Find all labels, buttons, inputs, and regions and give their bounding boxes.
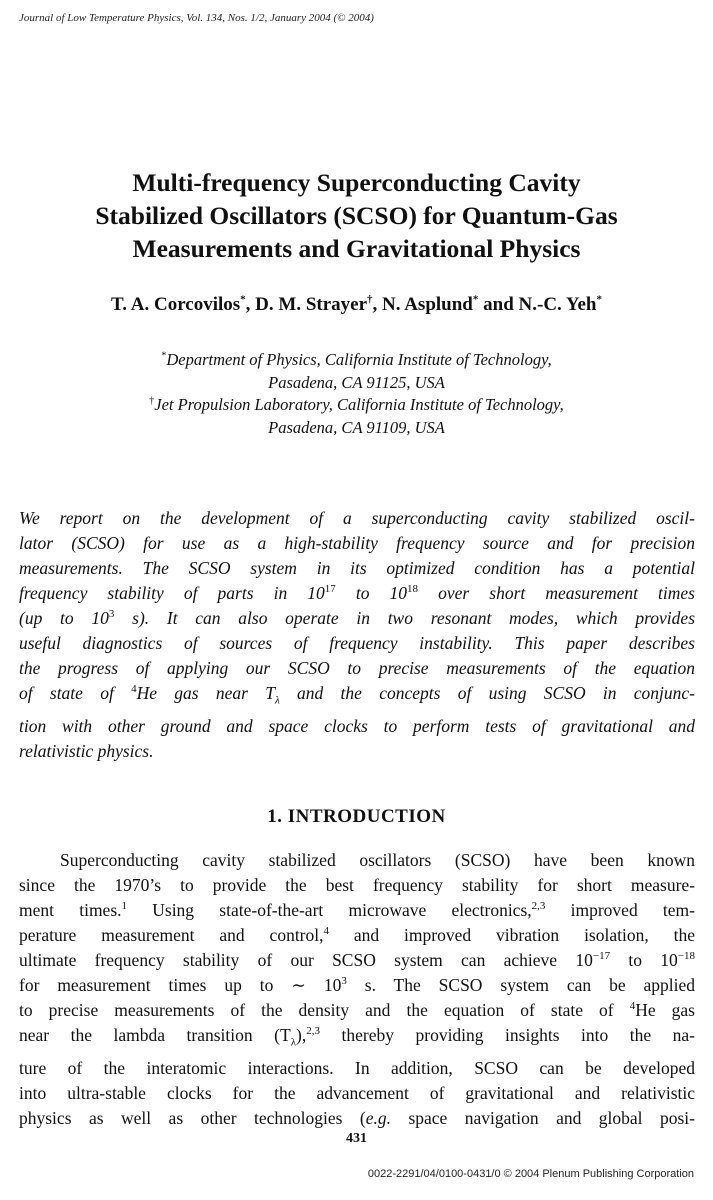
exponent: 17 xyxy=(324,583,336,596)
abstract-text: (up to 10 xyxy=(19,608,109,628)
body-text: ment times. xyxy=(19,900,122,920)
body-text: space navigation and global posi- xyxy=(391,1107,695,1128)
journal-header: Journal of Low Temperature Physics, Vol. 134, Nos. 1/2, January 2004 (© 2004) xyxy=(19,12,374,24)
exponent: 3 xyxy=(341,975,347,988)
isotope-number: 4 xyxy=(629,1000,636,1013)
abstract-text: and the concepts of using SCSO in conjunc- xyxy=(279,683,695,703)
abstract xyxy=(19,506,695,764)
body-text: ), xyxy=(296,1025,307,1045)
body-text: for measurement times up to ∼ 10 xyxy=(19,975,342,995)
author-name: T. A. Corcovilos xyxy=(111,294,241,315)
body-text: Using state-of-the-art microwave electronics, xyxy=(127,900,532,920)
body-line: ture of the interatomic interactions. In addition, SCSO can be developed xyxy=(19,1057,695,1078)
author-mark: * xyxy=(472,293,479,306)
body-line: since the 1970’s to provide the best frequency stability for short measure- xyxy=(19,875,695,895)
exponent: 3 xyxy=(108,608,115,621)
affiliation-line xyxy=(20,349,693,372)
title-line: Stabilized Oscillators (SCSO) for Quantum-Gas xyxy=(95,201,618,230)
author-mark: * xyxy=(596,293,602,306)
body-text: to precise measurements of the density and the equation of state of xyxy=(19,1000,630,1020)
author-mark: * xyxy=(240,293,246,306)
title-line: Measurements and Gravitational Physics xyxy=(132,234,581,263)
body-text: to 10 xyxy=(610,950,678,970)
abstract-line: useful diagnostics of sources of frequency instability. This paper describes xyxy=(19,633,695,653)
section-heading: 1. INTRODUCTION xyxy=(267,806,446,827)
subscript-lambda: λ xyxy=(290,1036,297,1049)
body-line xyxy=(19,948,695,973)
affiliation-mark: † xyxy=(149,395,155,407)
citation: 1 xyxy=(121,900,128,913)
abstract-line: relativistic physics. xyxy=(19,740,154,761)
body-text: improved tem- xyxy=(545,900,695,920)
isotope-number: 4 xyxy=(131,683,137,696)
abstract-text: to 10 xyxy=(335,583,408,603)
abstract-text: of state of xyxy=(19,683,132,703)
affiliations xyxy=(20,349,693,439)
affiliation-line xyxy=(20,372,693,395)
citation: 2,3 xyxy=(306,1025,320,1038)
body-line: into ultra-stable clocks for the advancement of gravitational and relativistic xyxy=(19,1082,695,1103)
introduction-text xyxy=(19,848,695,1131)
abstract-text: frequency stability of parts in 10 xyxy=(19,583,325,603)
affiliation-mark: * xyxy=(161,350,167,362)
body-text: and improved vibration isolation, the xyxy=(329,925,695,945)
body-text: ultimate frequency stability of our SCSO system can achieve 10 xyxy=(19,950,593,970)
body-text-italic: e.g. xyxy=(365,1107,391,1128)
abstract-line xyxy=(19,606,695,631)
body-line: Superconducting cavity stabilized oscillators (SCSO) have been known xyxy=(60,850,695,870)
body-text: near the lambda transition (T xyxy=(19,1025,291,1045)
abstract-text: s). It can also operate in two resonant modes, which provides xyxy=(114,608,695,628)
affiliation-text: Pasadena, CA 91109, USA xyxy=(268,417,445,437)
body-text: He gas xyxy=(635,1000,695,1020)
author-and: and xyxy=(478,294,519,315)
affiliation-text: Jet Propulsion Laboratory, California Institute of Technology, xyxy=(154,395,564,414)
body-text: s. The SCSO system can be applied xyxy=(346,975,696,995)
affiliation-line xyxy=(20,417,693,440)
body-text: physics as well as other technologies ( xyxy=(19,1107,366,1128)
author-name: D. M. Strayer xyxy=(255,294,368,315)
paper-title xyxy=(20,166,693,265)
page-number: 431 xyxy=(346,1131,367,1146)
body-line xyxy=(19,1023,695,1056)
author-name: N. Asplund xyxy=(382,294,473,315)
abstract-line xyxy=(19,581,695,606)
body-line xyxy=(19,1106,695,1131)
citation: 4 xyxy=(323,925,329,938)
body-line xyxy=(19,998,695,1023)
affiliation-line xyxy=(20,394,693,417)
abstract-line: tion with other ground and space clocks to perform tests of gravitational and xyxy=(19,715,695,736)
exponent: −18 xyxy=(677,950,695,963)
subscript-lambda: λ xyxy=(274,694,280,707)
affiliation-text: Pasadena, CA 91125, USA xyxy=(268,372,445,392)
author-list xyxy=(20,294,693,316)
abstract-line: We report on the development of a superconducting cavity stabilized oscil- xyxy=(19,508,695,528)
affiliation-text: Department of Physics, California Institute of Technology, xyxy=(166,350,552,369)
body-line xyxy=(19,923,695,948)
abstract-line: measurements. The SCSO system in its optimized condition has a potential xyxy=(19,558,695,578)
author-separator: , xyxy=(245,294,256,315)
author-mark: † xyxy=(367,293,373,306)
body-line xyxy=(19,898,695,923)
author-separator: , xyxy=(372,294,383,315)
body-line xyxy=(19,973,695,998)
title-line: Multi-frequency Superconducting Cavity xyxy=(132,168,581,197)
exponent: 18 xyxy=(407,583,419,596)
copyright-footer: 0022-2291/04/0100-0431/0 © 2004 Plenum Publishing Corporation xyxy=(367,1168,694,1180)
abstract-line: the progress of applying our SCSO to precise measurements of the equation xyxy=(19,658,695,678)
abstract-line xyxy=(19,681,695,714)
body-text: thereby providing insights into the na- xyxy=(319,1025,696,1045)
abstract-line: lator (SCSO) for use as a high-stability frequency source and for precision xyxy=(19,533,695,553)
abstract-text: He gas near T xyxy=(136,683,275,703)
abstract-text: over short measurement times xyxy=(418,583,695,603)
exponent: −17 xyxy=(592,950,611,963)
citation: 2,3 xyxy=(531,900,546,913)
author-name: N.-C. Yeh xyxy=(518,294,597,315)
body-text: perature measurement and control, xyxy=(19,925,324,945)
